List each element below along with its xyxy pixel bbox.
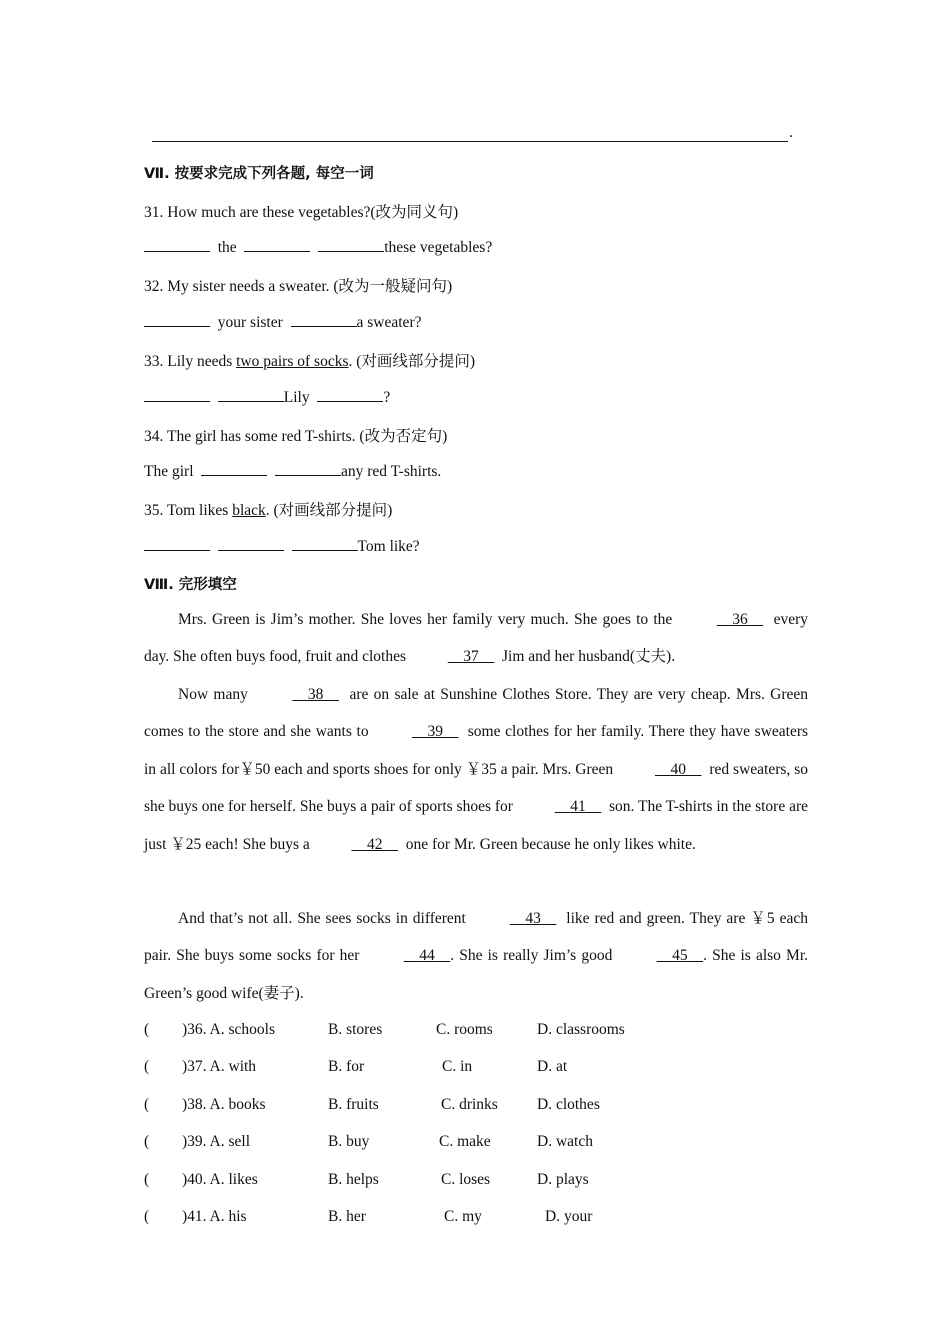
question-34: 34. The girl has some red T-shirts. (改为否定句) xyxy=(144,428,448,445)
blank[interactable] xyxy=(144,312,210,327)
cloze-blank-36[interactable]: 36 xyxy=(732,611,748,628)
cloze-blank-44[interactable]: 44 xyxy=(419,947,435,965)
answer-35: Tom like? xyxy=(144,536,420,556)
blank[interactable] xyxy=(275,461,341,476)
blank[interactable] xyxy=(218,387,284,402)
answer-34: The girl any red T-shirts. xyxy=(144,463,442,480)
blank[interactable] xyxy=(244,237,310,252)
answer-line-period: . xyxy=(789,124,793,141)
cloze-blank-42[interactable]: 42 xyxy=(366,835,383,853)
cloze-blank-43[interactable]: 43 xyxy=(525,910,541,927)
underlined-phrase: black xyxy=(232,502,266,519)
blank[interactable] xyxy=(144,387,210,402)
cloze-blank-45[interactable]: 45 xyxy=(672,947,688,965)
cloze-blank-39[interactable]: 39 xyxy=(427,723,443,741)
answer-33: Lily ? xyxy=(144,387,390,407)
answer-line xyxy=(152,141,788,142)
blank[interactable] xyxy=(144,536,210,551)
blank[interactable] xyxy=(144,237,210,252)
blank[interactable] xyxy=(218,536,284,551)
question-32: 32. My sister needs a sweater. (改为一般疑问句) xyxy=(144,278,453,295)
cloze-blank-38[interactable]: 38 xyxy=(307,686,324,703)
section-7-heading: Ⅶ. 按要求完成下列各题, 每空一词 xyxy=(144,166,374,182)
cloze-blank-40[interactable]: 40 xyxy=(670,760,686,778)
cloze-blank-37[interactable]: 37 xyxy=(463,648,479,666)
blank[interactable] xyxy=(291,312,357,327)
cloze-paragraph-1: Mrs. Green is Jim’s mother. She loves her family very much. She goes to the 36 every day. She often buys food, fruit and clothes 37 Jim and her husband(丈夫). xyxy=(144,601,808,676)
question-33: 33. Lily needs two pairs of socks. (对画线部分提问) xyxy=(144,353,476,370)
answer-32: your sister a sweater? xyxy=(144,312,421,332)
section-8-heading: Ⅷ. 完形填空 xyxy=(144,577,237,593)
blank[interactable] xyxy=(292,536,358,551)
blank[interactable] xyxy=(318,237,384,252)
cloze-paragraph-3: And that’s not all. She sees socks in different 43 like red and green. They are ￥5 each pair. She buys some socks for her 44 . She is really Jim’s good 45 . She is also Mr. Green’s good wife(妻子). xyxy=(144,900,808,1012)
cloze-paragraph-2: Now many 38 are on sale at Sunshine Clothes Store. They are very cheap. Mrs. Green comes to the store and she wants to 39 some clothes for her family. There they have sweaters in all colors for￥50 each and sports shoes for only ￥35 a pair. Mrs. Green 40 red sweaters, so she buys one for herself. She buys a pair of sports shoes for 41 son. The T-shirts in the store are just ￥25 each! She buys a 42 one for Mr. Green because he only likes white. xyxy=(144,676,808,863)
underlined-phrase: two pairs of socks xyxy=(236,353,349,370)
blank[interactable] xyxy=(317,387,383,402)
question-31: 31. How much are these vegetables?(改为同义句) xyxy=(144,204,459,221)
question-35: 35. Tom likes black. (对画线部分提问) xyxy=(144,502,393,519)
cloze-blank-41[interactable]: 41 xyxy=(570,798,586,816)
blank[interactable] xyxy=(201,461,267,476)
answer-31: the these vegetables? xyxy=(144,237,492,257)
